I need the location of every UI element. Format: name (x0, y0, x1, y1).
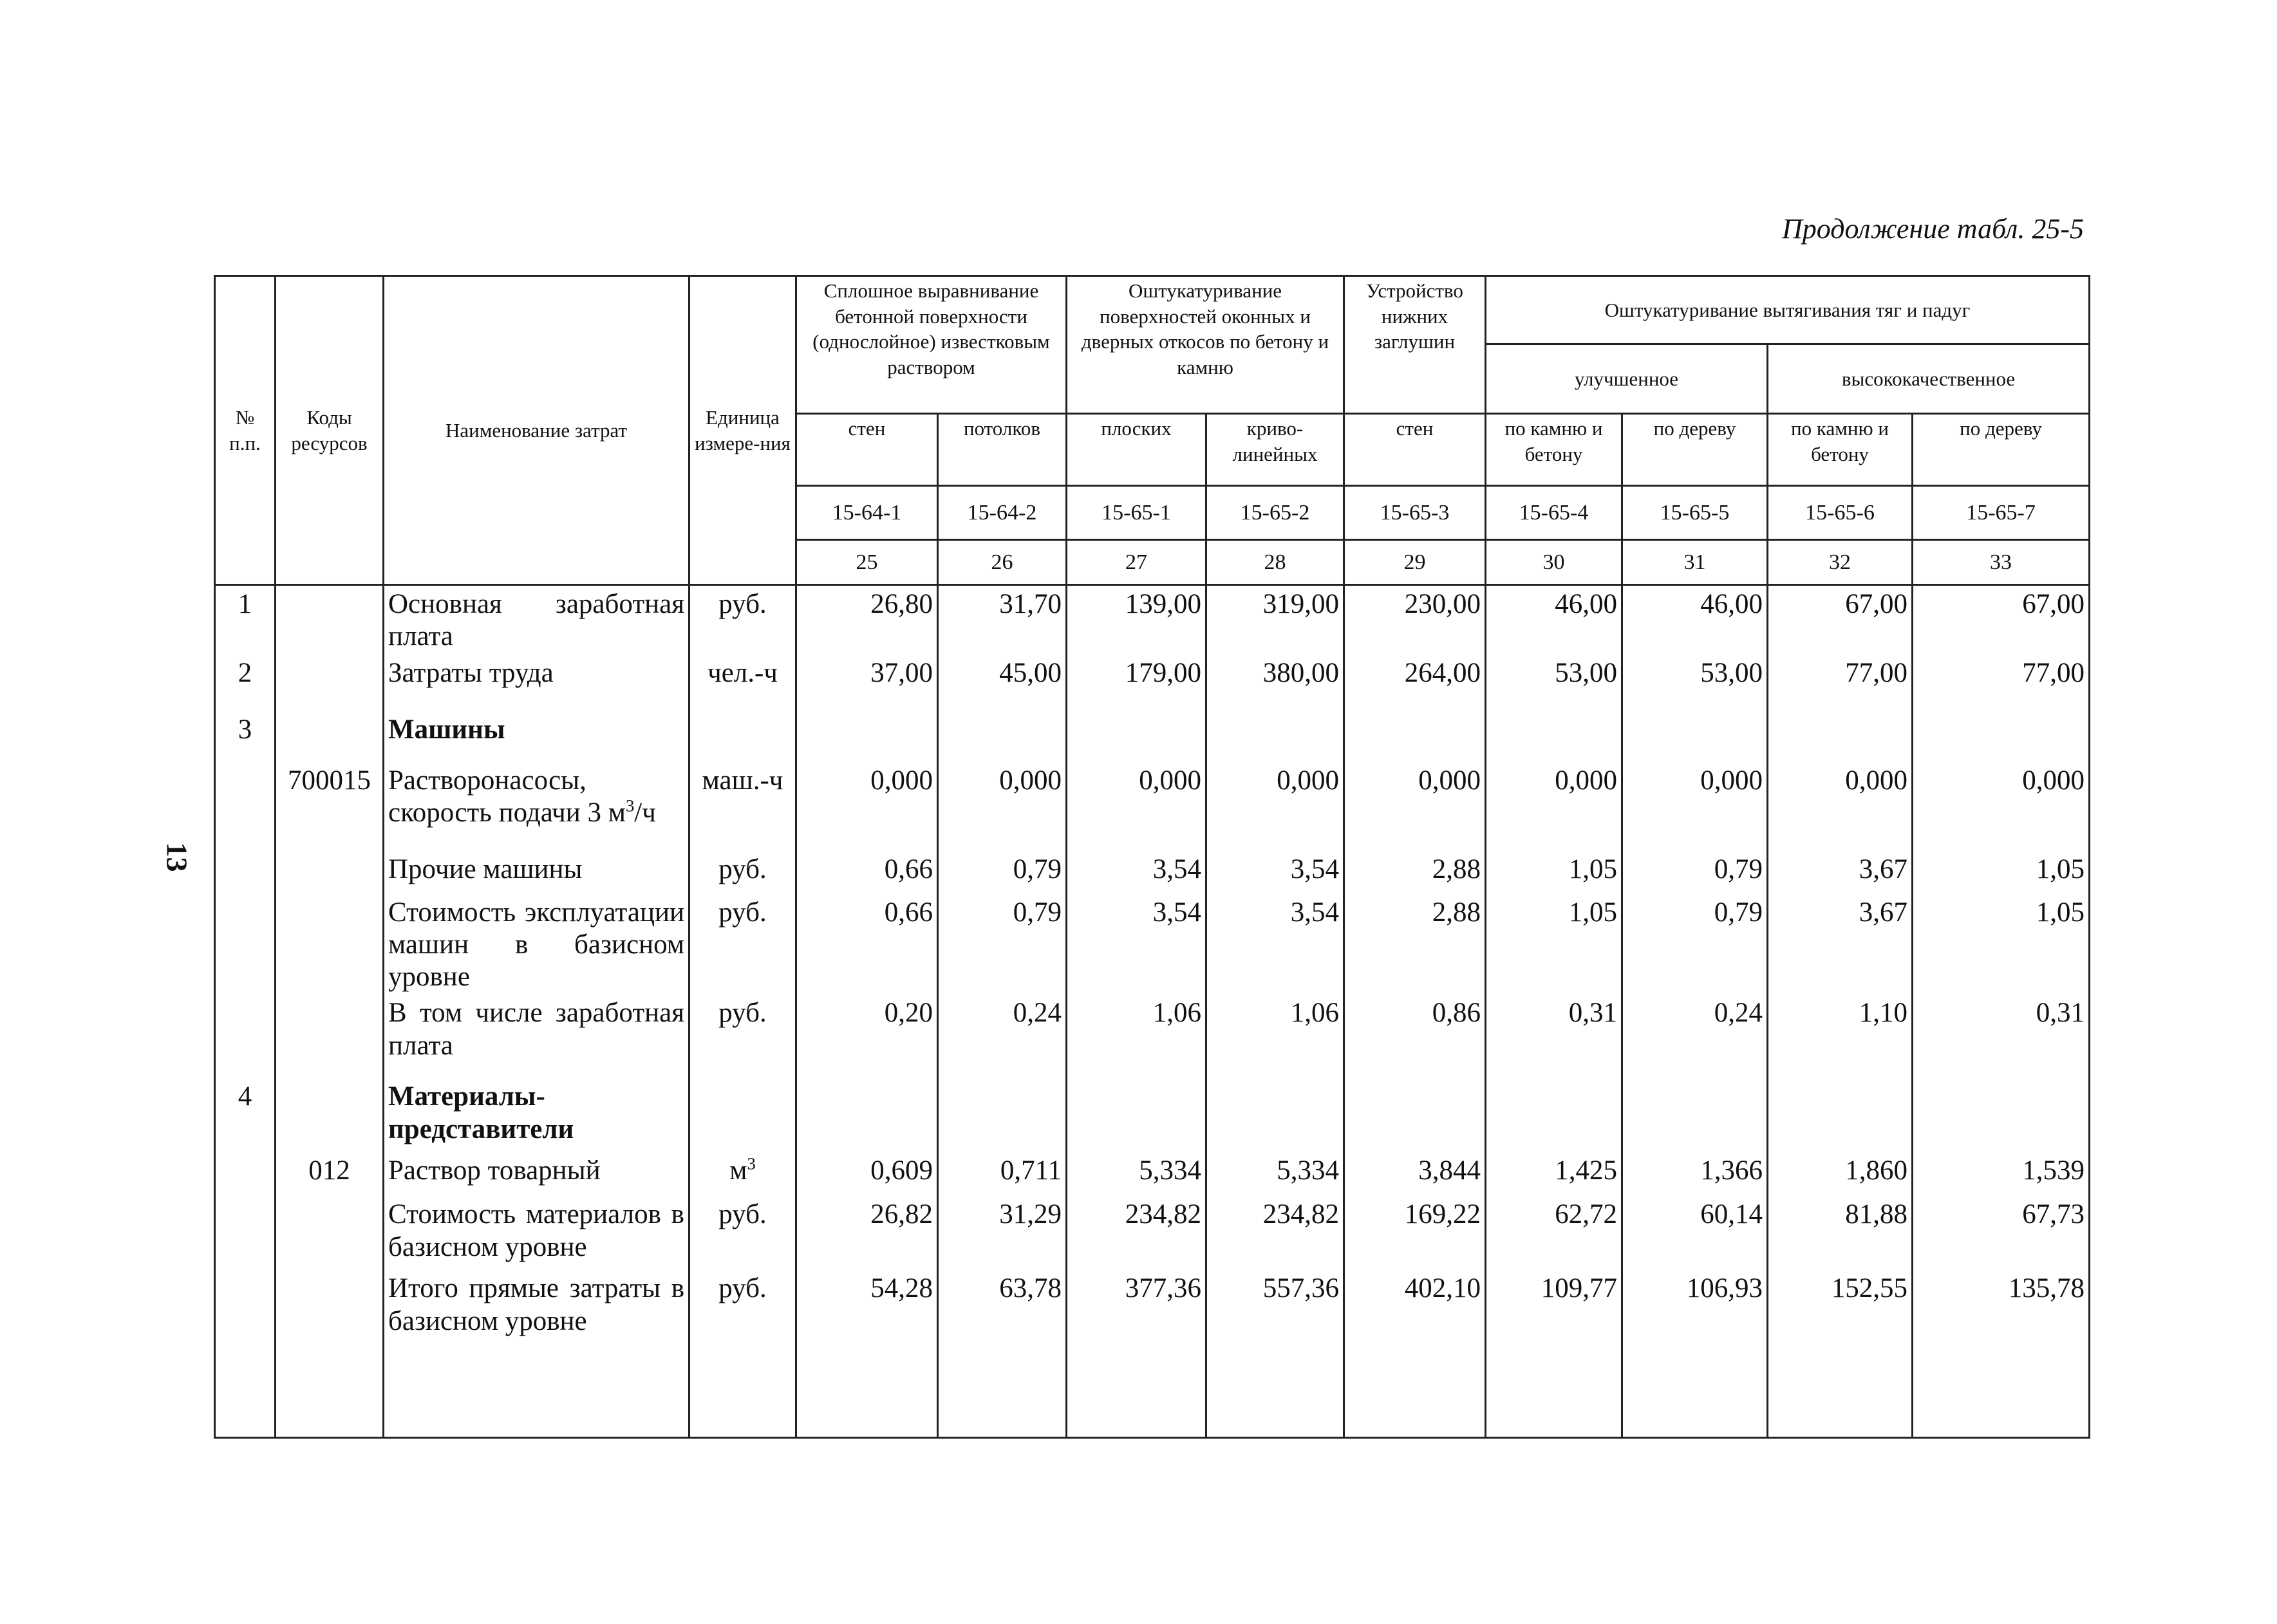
value-cell: 0,79 (938, 894, 1067, 995)
value-cell: 0,66 (796, 894, 938, 995)
table-row (215, 894, 2090, 995)
cost-item-name: Прочие машины (384, 851, 689, 894)
col-number: 31 (1622, 540, 1768, 585)
col-subhead: по камню и бетону (1768, 414, 1913, 486)
page-number: 13 (160, 842, 194, 872)
unit: маш.-ч (689, 762, 796, 851)
value-cell (1344, 1078, 1486, 1152)
value-cell: 0,31 (1486, 994, 1622, 1078)
col-subhead: по дереву (1913, 414, 2090, 486)
table-row (215, 655, 2090, 711)
table-row (215, 1078, 2090, 1152)
cost-item-name-tail: /ч (634, 797, 656, 828)
value-cell: 234,82 (1206, 1196, 1344, 1270)
col-group-slopes: Оштукатуривание поверхностей оконных и дверных откосов по бетону и камню (1067, 276, 1344, 414)
value-cell: 1,10 (1768, 994, 1913, 1078)
col-subhead: по дереву (1622, 414, 1768, 486)
col-subgroup-improved: улучшенное (1486, 344, 1768, 414)
value-cell: 402,10 (1344, 1270, 1486, 1437)
value-cell: 0,000 (1206, 762, 1344, 851)
value-cell: 230,00 (1344, 585, 1486, 655)
table-row (215, 994, 2090, 1078)
resource-code (276, 894, 384, 995)
row-number (215, 1196, 276, 1270)
unit: руб. (689, 585, 796, 655)
value-cell (1486, 1078, 1622, 1152)
table-row (215, 1270, 2090, 1437)
value-cell: 2,88 (1344, 894, 1486, 995)
value-cell: 0,79 (938, 851, 1067, 894)
col-norm-code: 15-65-4 (1486, 486, 1622, 540)
value-cell (1344, 711, 1486, 762)
col-number: 28 (1206, 540, 1344, 585)
resource-cost-table (214, 275, 2090, 1439)
value-cell: 1,05 (1913, 894, 2090, 995)
row-number: 2 (215, 655, 276, 711)
value-cell: 0,000 (796, 762, 938, 851)
col-number: 30 (1486, 540, 1622, 585)
value-cell: 152,55 (1768, 1270, 1913, 1437)
value-cell: 26,82 (796, 1196, 938, 1270)
row-number: 4 (215, 1078, 276, 1152)
value-cell: 0,79 (1622, 894, 1768, 995)
unit: руб. (689, 1270, 796, 1437)
col-header-no: № п.п. (215, 276, 276, 585)
value-cell: 0,31 (1913, 994, 2090, 1078)
value-cell: 63,78 (938, 1270, 1067, 1437)
table-row (215, 1152, 2090, 1196)
unit: руб. (689, 894, 796, 995)
table-row (215, 1196, 2090, 1270)
table-row (215, 585, 2090, 655)
value-cell (1486, 711, 1622, 762)
value-cell: 54,28 (796, 1270, 938, 1437)
resource-code: 700015 (276, 762, 384, 851)
resource-code (276, 1270, 384, 1437)
table-row (215, 851, 2090, 894)
superscript: 3 (625, 796, 635, 816)
value-cell: 77,00 (1768, 655, 1913, 711)
cost-item-name: Машины (384, 711, 689, 762)
resource-code (276, 711, 384, 762)
value-cell (938, 711, 1067, 762)
value-cell: 264,00 (1344, 655, 1486, 711)
col-number: 25 (796, 540, 938, 585)
row-number (215, 1270, 276, 1437)
col-norm-code: 15-65-2 (1206, 486, 1344, 540)
resource-code (276, 585, 384, 655)
cost-item-name (384, 762, 689, 851)
value-cell: 53,00 (1622, 655, 1768, 711)
cost-item-name: Раствор товарный (384, 1152, 689, 1196)
value-cell: 0,000 (1344, 762, 1486, 851)
value-cell: 31,70 (938, 585, 1067, 655)
value-cell: 139,00 (1067, 585, 1206, 655)
cost-item-name: В том числе заработная плата (384, 994, 689, 1078)
col-subhead: стен (796, 414, 938, 486)
value-cell: 135,78 (1913, 1270, 2090, 1437)
value-cell: 67,00 (1913, 585, 2090, 655)
value-cell: 1,05 (1913, 851, 2090, 894)
row-number (215, 994, 276, 1078)
row-number (215, 851, 276, 894)
resource-code (276, 851, 384, 894)
resource-code (276, 1078, 384, 1152)
col-norm-code: 15-64-2 (938, 486, 1067, 540)
col-number: 29 (1344, 540, 1486, 585)
value-cell: 5,334 (1067, 1152, 1206, 1196)
value-cell (938, 1078, 1067, 1152)
col-group-plugs: Устройство нижних заглушин (1344, 276, 1486, 414)
value-cell: 3,67 (1768, 894, 1913, 995)
value-cell (796, 1078, 938, 1152)
row-number (215, 762, 276, 851)
cost-item-name: Затраты труда (384, 655, 689, 711)
value-cell: 0,000 (1486, 762, 1622, 851)
col-norm-code: 15-65-5 (1622, 486, 1768, 540)
value-cell: 26,80 (796, 585, 938, 655)
value-cell: 31,29 (938, 1196, 1067, 1270)
value-cell (1768, 1078, 1913, 1152)
value-cell: 0,20 (796, 994, 938, 1078)
unit: руб. (689, 994, 796, 1078)
table-continuation-label: Продолжение табл. 25-5 (1782, 213, 2084, 245)
value-cell: 0,000 (1768, 762, 1913, 851)
col-norm-code: 15-65-1 (1067, 486, 1206, 540)
value-cell: 1,06 (1067, 994, 1206, 1078)
value-cell: 0,86 (1344, 994, 1486, 1078)
value-cell: 0,66 (796, 851, 938, 894)
value-cell: 109,77 (1486, 1270, 1622, 1437)
value-cell (1768, 711, 1913, 762)
col-subhead: по камню и бетону (1486, 414, 1622, 486)
col-norm-code: 15-64-1 (796, 486, 938, 540)
col-subgroup-high-quality: высококачественное (1768, 344, 2090, 414)
value-cell: 46,00 (1486, 585, 1622, 655)
value-cell: 1,05 (1486, 894, 1622, 995)
value-cell: 377,36 (1067, 1270, 1206, 1437)
col-header-codes: Коды ресурсов (276, 276, 384, 585)
row-number: 3 (215, 711, 276, 762)
resource-code (276, 655, 384, 711)
value-cell: 3,844 (1344, 1152, 1486, 1196)
value-cell: 3,67 (1768, 851, 1913, 894)
col-number: 32 (1768, 540, 1913, 585)
value-cell: 1,539 (1913, 1152, 2090, 1196)
unit: чел.-ч (689, 655, 796, 711)
col-subhead: плоских (1067, 414, 1206, 486)
unit-text: м (729, 1155, 747, 1186)
cost-item-name: Материалы-представители (384, 1078, 689, 1152)
value-cell: 234,82 (1067, 1196, 1206, 1270)
unit (689, 1078, 796, 1152)
col-group-moldings: Оштукатуривание вытягивания тяг и падуг (1486, 276, 2090, 344)
value-cell: 77,00 (1913, 655, 2090, 711)
value-cell: 1,06 (1206, 994, 1344, 1078)
value-cell (1913, 711, 2090, 762)
value-cell: 2,88 (1344, 851, 1486, 894)
value-cell: 67,73 (1913, 1196, 2090, 1270)
value-cell: 3,54 (1206, 851, 1344, 894)
unit (689, 1152, 796, 1196)
value-cell (1067, 711, 1206, 762)
resource-code (276, 1196, 384, 1270)
col-norm-code: 15-65-6 (1768, 486, 1913, 540)
row-number (215, 894, 276, 995)
value-cell (796, 711, 938, 762)
value-cell: 0,000 (1913, 762, 2090, 851)
value-cell: 67,00 (1768, 585, 1913, 655)
col-number: 26 (938, 540, 1067, 585)
unit: руб. (689, 851, 796, 894)
value-cell: 5,334 (1206, 1152, 1344, 1196)
value-cell: 380,00 (1206, 655, 1344, 711)
value-cell: 53,00 (1486, 655, 1622, 711)
unit: руб. (689, 1196, 796, 1270)
value-cell: 3,54 (1067, 894, 1206, 995)
value-cell: 81,88 (1768, 1196, 1913, 1270)
col-subhead: стен (1344, 414, 1486, 486)
col-number: 27 (1067, 540, 1206, 585)
value-cell: 1,366 (1622, 1152, 1768, 1196)
value-cell (1206, 1078, 1344, 1152)
col-header-unit: Единица измере-ния (689, 276, 796, 585)
col-group-leveling: Сплошное выравнивание бетонной поверхности (однослойное) известковым раствором (796, 276, 1067, 414)
col-number: 33 (1913, 540, 2090, 585)
value-cell: 46,00 (1622, 585, 1768, 655)
value-cell: 0,609 (796, 1152, 938, 1196)
value-cell: 557,36 (1206, 1270, 1344, 1437)
value-cell: 0,24 (1622, 994, 1768, 1078)
value-cell: 60,14 (1622, 1196, 1768, 1270)
value-cell: 0,24 (938, 994, 1067, 1078)
cost-item-name: Стоимость эксплуатации машин в базисном уровне (384, 894, 689, 995)
value-cell: 3,54 (1067, 851, 1206, 894)
value-cell (1622, 711, 1768, 762)
col-norm-code: 15-65-3 (1344, 486, 1486, 540)
value-cell: 1,860 (1768, 1152, 1913, 1196)
value-cell: 319,00 (1206, 585, 1344, 655)
unit (689, 711, 796, 762)
value-cell: 169,22 (1344, 1196, 1486, 1270)
value-cell: 0,79 (1622, 851, 1768, 894)
col-subhead: криво-линейных (1206, 414, 1344, 486)
cost-item-name: Стоимость материалов в базисном уровне (384, 1196, 689, 1270)
value-cell: 45,00 (938, 655, 1067, 711)
resource-code: 012 (276, 1152, 384, 1196)
table-row (215, 762, 2090, 851)
value-cell: 3,54 (1206, 894, 1344, 995)
value-cell: 0,000 (1067, 762, 1206, 851)
row-number: 1 (215, 585, 276, 655)
value-cell: 0,711 (938, 1152, 1067, 1196)
value-cell: 62,72 (1486, 1196, 1622, 1270)
value-cell: 106,93 (1622, 1270, 1768, 1437)
value-cell: 1,05 (1486, 851, 1622, 894)
table-row (215, 711, 2090, 762)
value-cell: 1,425 (1486, 1152, 1622, 1196)
value-cell: 0,000 (1622, 762, 1768, 851)
value-cell: 0,000 (938, 762, 1067, 851)
col-header-name: Наименование затрат (384, 276, 689, 585)
col-norm-code: 15-65-7 (1913, 486, 2090, 540)
superscript: 3 (747, 1154, 756, 1174)
col-subhead: потолков (938, 414, 1067, 486)
cost-item-name: Итого прямые затраты в базисном уровне (384, 1270, 689, 1437)
value-cell: 179,00 (1067, 655, 1206, 711)
cost-item-name-text: Растворонасосы, скорость подачи 3 м (388, 765, 626, 828)
value-cell (1067, 1078, 1206, 1152)
value-cell (1206, 711, 1344, 762)
value-cell (1913, 1078, 2090, 1152)
value-cell: 37,00 (796, 655, 938, 711)
resource-code (276, 994, 384, 1078)
value-cell (1622, 1078, 1768, 1152)
cost-item-name: Основная заработная плата (384, 585, 689, 655)
row-number (215, 1152, 276, 1196)
